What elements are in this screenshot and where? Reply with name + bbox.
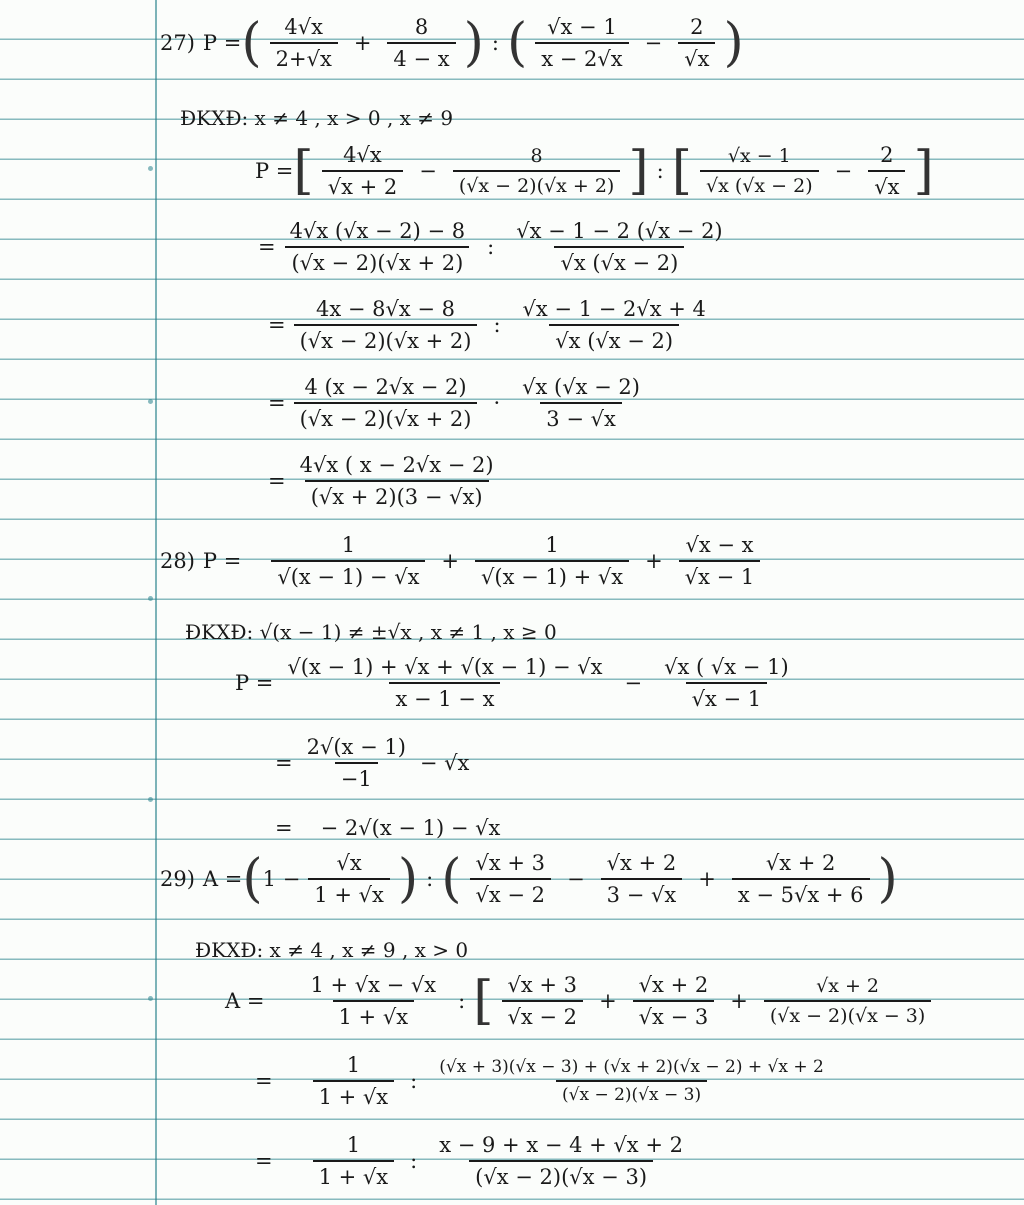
right-paren: ) <box>723 13 744 73</box>
p27-step3: = $\frac{4x - 8√x - 8}{(√x - 2)(√x + 2)}$ : $\frac{√x - 1 - 2√x + 4}{√x (√x - 2)}$ <box>268 286 720 364</box>
margin-dot <box>148 596 153 601</box>
fraction: $\frac{2√(x - 1)}{-1}$ <box>306 735 406 791</box>
p27-step1: P = [ $\frac{4√x}{√x + 2}$ − $\frac{8}{(√x - 2)(√x + 2)}$ ] : [ $\frac{√x - 1}{√x (√x - 2)}$ − $\frac{2}{√x}$ ] <box>255 141 934 201</box>
fraction: $\frac{1}{1 + √x}$ <box>313 1053 395 1109</box>
p27-step4: = $\frac{4 (x - 2√x - 2)}{(√x - 2)(√x + 2)}$ · $\frac{√x (√x - 2)}{3 - √x}$ <box>268 364 654 442</box>
p29-condition: ĐKXĐ: x ≠ 4 , x ≠ 9 , x > 0 <box>195 938 469 962</box>
fraction: $\frac{√(x - 1) + √x + √(x - 1) - √x}{x - 1 - x}$ <box>287 655 603 711</box>
fraction: $\frac{√x - 1 - 2√x + 4}{√x (√x - 2)}$ <box>522 297 706 353</box>
fraction: $\frac{√x - 1}{x - 2√x}$ <box>535 15 628 71</box>
margin-dot <box>148 996 153 1001</box>
p28-statement: 28) P = $\frac{1}{√(x - 1) - √x}$ + $\frac{1}{√(x - 1) + √x}$ + $\frac{√x - x}{√x - 1}$ <box>160 522 768 600</box>
fraction: $\frac{1 + √x - √x}{1 + √x}$ <box>310 973 437 1029</box>
fraction: $\frac{4√x}{2+√x}$ <box>270 15 338 71</box>
fraction: $\frac{4√x (√x - 2) - 8}{(√x - 2)(√x + 2)}$ <box>284 219 472 275</box>
p28-condition: ĐKXĐ: √(x − 1) ≠ ±√x , x ≠ 1 , x ≥ 0 <box>185 620 557 644</box>
p27-condition: ĐKXĐ: x ≠ 4 , x > 0 , x ≠ 9 <box>180 106 454 130</box>
fraction: $\frac{√x + 3}{√x - 2}$ <box>470 851 552 907</box>
fraction: $\frac{4 (x - 2√x - 2)}{(√x - 2)(√x + 2)}$ <box>294 375 478 431</box>
fraction: $\frac{√x (√x - 2)}{3 - √x}$ <box>522 375 640 431</box>
fraction: $\frac{√x - x}{√x - 1}$ <box>679 533 761 589</box>
fraction: $\frac{4√x}{√x + 2}$ <box>322 143 404 199</box>
p29-statement: 29) A = ( 1 − $\frac{√x}{1 + √x}$ ) : ( $\frac{√x + 3}{√x - 2}$ − $\frac{√x + 2}{3 - √x}$ + $\frac{√x + 2}{x - 5√x + 6}$ ) <box>160 849 898 909</box>
fraction: $\frac{8}{(√x - 2)(√x + 2)}$ <box>453 145 620 197</box>
margin-dot <box>148 166 153 171</box>
margin-dot <box>148 797 153 802</box>
fraction: $\frac{x - 9 + x - 4 + √x + 2}{(√x - 2)(√x - 3)}$ <box>439 1133 683 1189</box>
fraction: $\frac{4√x ( x - 2√x - 2)}{(√x + 2)(3 - √x)}$ <box>299 453 494 509</box>
p29-step2: = $\frac{1}{1 + √x}$ : $\frac{(√x + 3)(√x - 3) + (√x + 2)(√x - 2) + √x + 2}{(√x - 2)(√x - 3)}$ <box>255 1042 838 1120</box>
p29-step1: A = $\frac{1 + √x - √x}{1 + √x}$ : [ $\frac{√x + 3}{√x - 2}$ + $\frac{√x + 2}{√x - 3}$ + $\frac{√x + 2}{(√x - 2)(√x - 3)}$ <box>225 962 939 1040</box>
p28-step3: = − 2√(x − 1) − √x <box>275 816 501 840</box>
fraction: $\frac{√x + 2}{√x - 3}$ <box>633 973 715 1029</box>
fraction: $\frac{√x ( √x - 1)}{√x - 1}$ <box>664 655 789 711</box>
p27-label: 27) <box>160 31 195 55</box>
fraction: $\frac{1}{1 + √x}$ <box>313 1133 395 1189</box>
left-paren: ( <box>506 13 528 73</box>
fraction: $\frac{√x - 1}{√x (√x - 2)}$ <box>700 145 819 197</box>
fraction: $\frac{4x - 8√x - 8}{(√x - 2)(√x + 2)}$ <box>294 297 478 353</box>
fraction: $\frac{√x + 2}{(√x - 2)(√x - 3)}$ <box>764 975 931 1027</box>
fraction: $\frac{1}{√(x - 1) - √x}$ <box>271 533 425 589</box>
margin-line <box>155 0 157 1205</box>
fraction: $\frac{√x + 3}{√x - 2}$ <box>502 973 584 1029</box>
fraction: $\frac{√x - 1 - 2 (√x - 2)}{√x (√x - 2)}$ <box>516 219 723 275</box>
p28-step2: = $\frac{2√(x - 1)}{-1}$ − √x <box>275 735 470 791</box>
fraction: $\frac{(√x + 3)(√x - 3) + (√x + 2)(√x - 2) + √x + 2}{(√x - 2)(√x - 3)}$ <box>439 1057 824 1105</box>
fraction: $\frac{√x}{1 + √x}$ <box>308 851 390 907</box>
p27-step2: = $\frac{4√x (√x - 2) - 8}{(√x - 2)(√x + 2)}$ : $\frac{√x - 1 - 2 (√x - 2)}{√x (√x - 2)}$ <box>258 208 737 286</box>
p29-label: 29) <box>160 867 195 891</box>
fraction: $\frac{√x + 2}{3 - √x}$ <box>601 851 683 907</box>
left-paren: ( <box>241 13 262 73</box>
p28-step1: P = $\frac{√(x - 1) + √x + √(x - 1) - √x}{x - 1 - x}$ − $\frac{√x ( √x - 1)}{√x - 1}$ <box>235 644 803 722</box>
margin-dot <box>148 399 153 404</box>
fraction: $\frac{1}{√(x - 1) + √x}$ <box>475 533 629 589</box>
p27-statement: 27) P = ( $\frac{4√x}{2+√x}$ + $\frac{8}{4 - x}$ ) : ( $\frac{√x - 1}{x - 2√x}$ − $\frac{2}{√x}$ ) <box>160 13 744 73</box>
p28-label: 28) <box>160 549 195 573</box>
p27-lhs: P = <box>202 31 242 55</box>
fraction: $\frac{√x + 2}{x - 5√x + 6}$ <box>732 851 870 907</box>
p29-step3: = $\frac{1}{1 + √x}$ : $\frac{x - 9 + x - 4 + √x + 2}{(√x - 2)(√x - 3)}$ <box>255 1122 697 1200</box>
fraction: $\frac{2}{√x}$ <box>868 143 905 199</box>
fraction: $\frac{8}{4 - x}$ <box>387 15 455 71</box>
p27-step5: = $\frac{4√x ( x - 2√x - 2)}{(√x + 2)(3 - √x)}$ <box>268 442 508 520</box>
fraction: $\frac{2}{√x}$ <box>678 15 715 71</box>
right-paren: ) <box>463 13 484 73</box>
